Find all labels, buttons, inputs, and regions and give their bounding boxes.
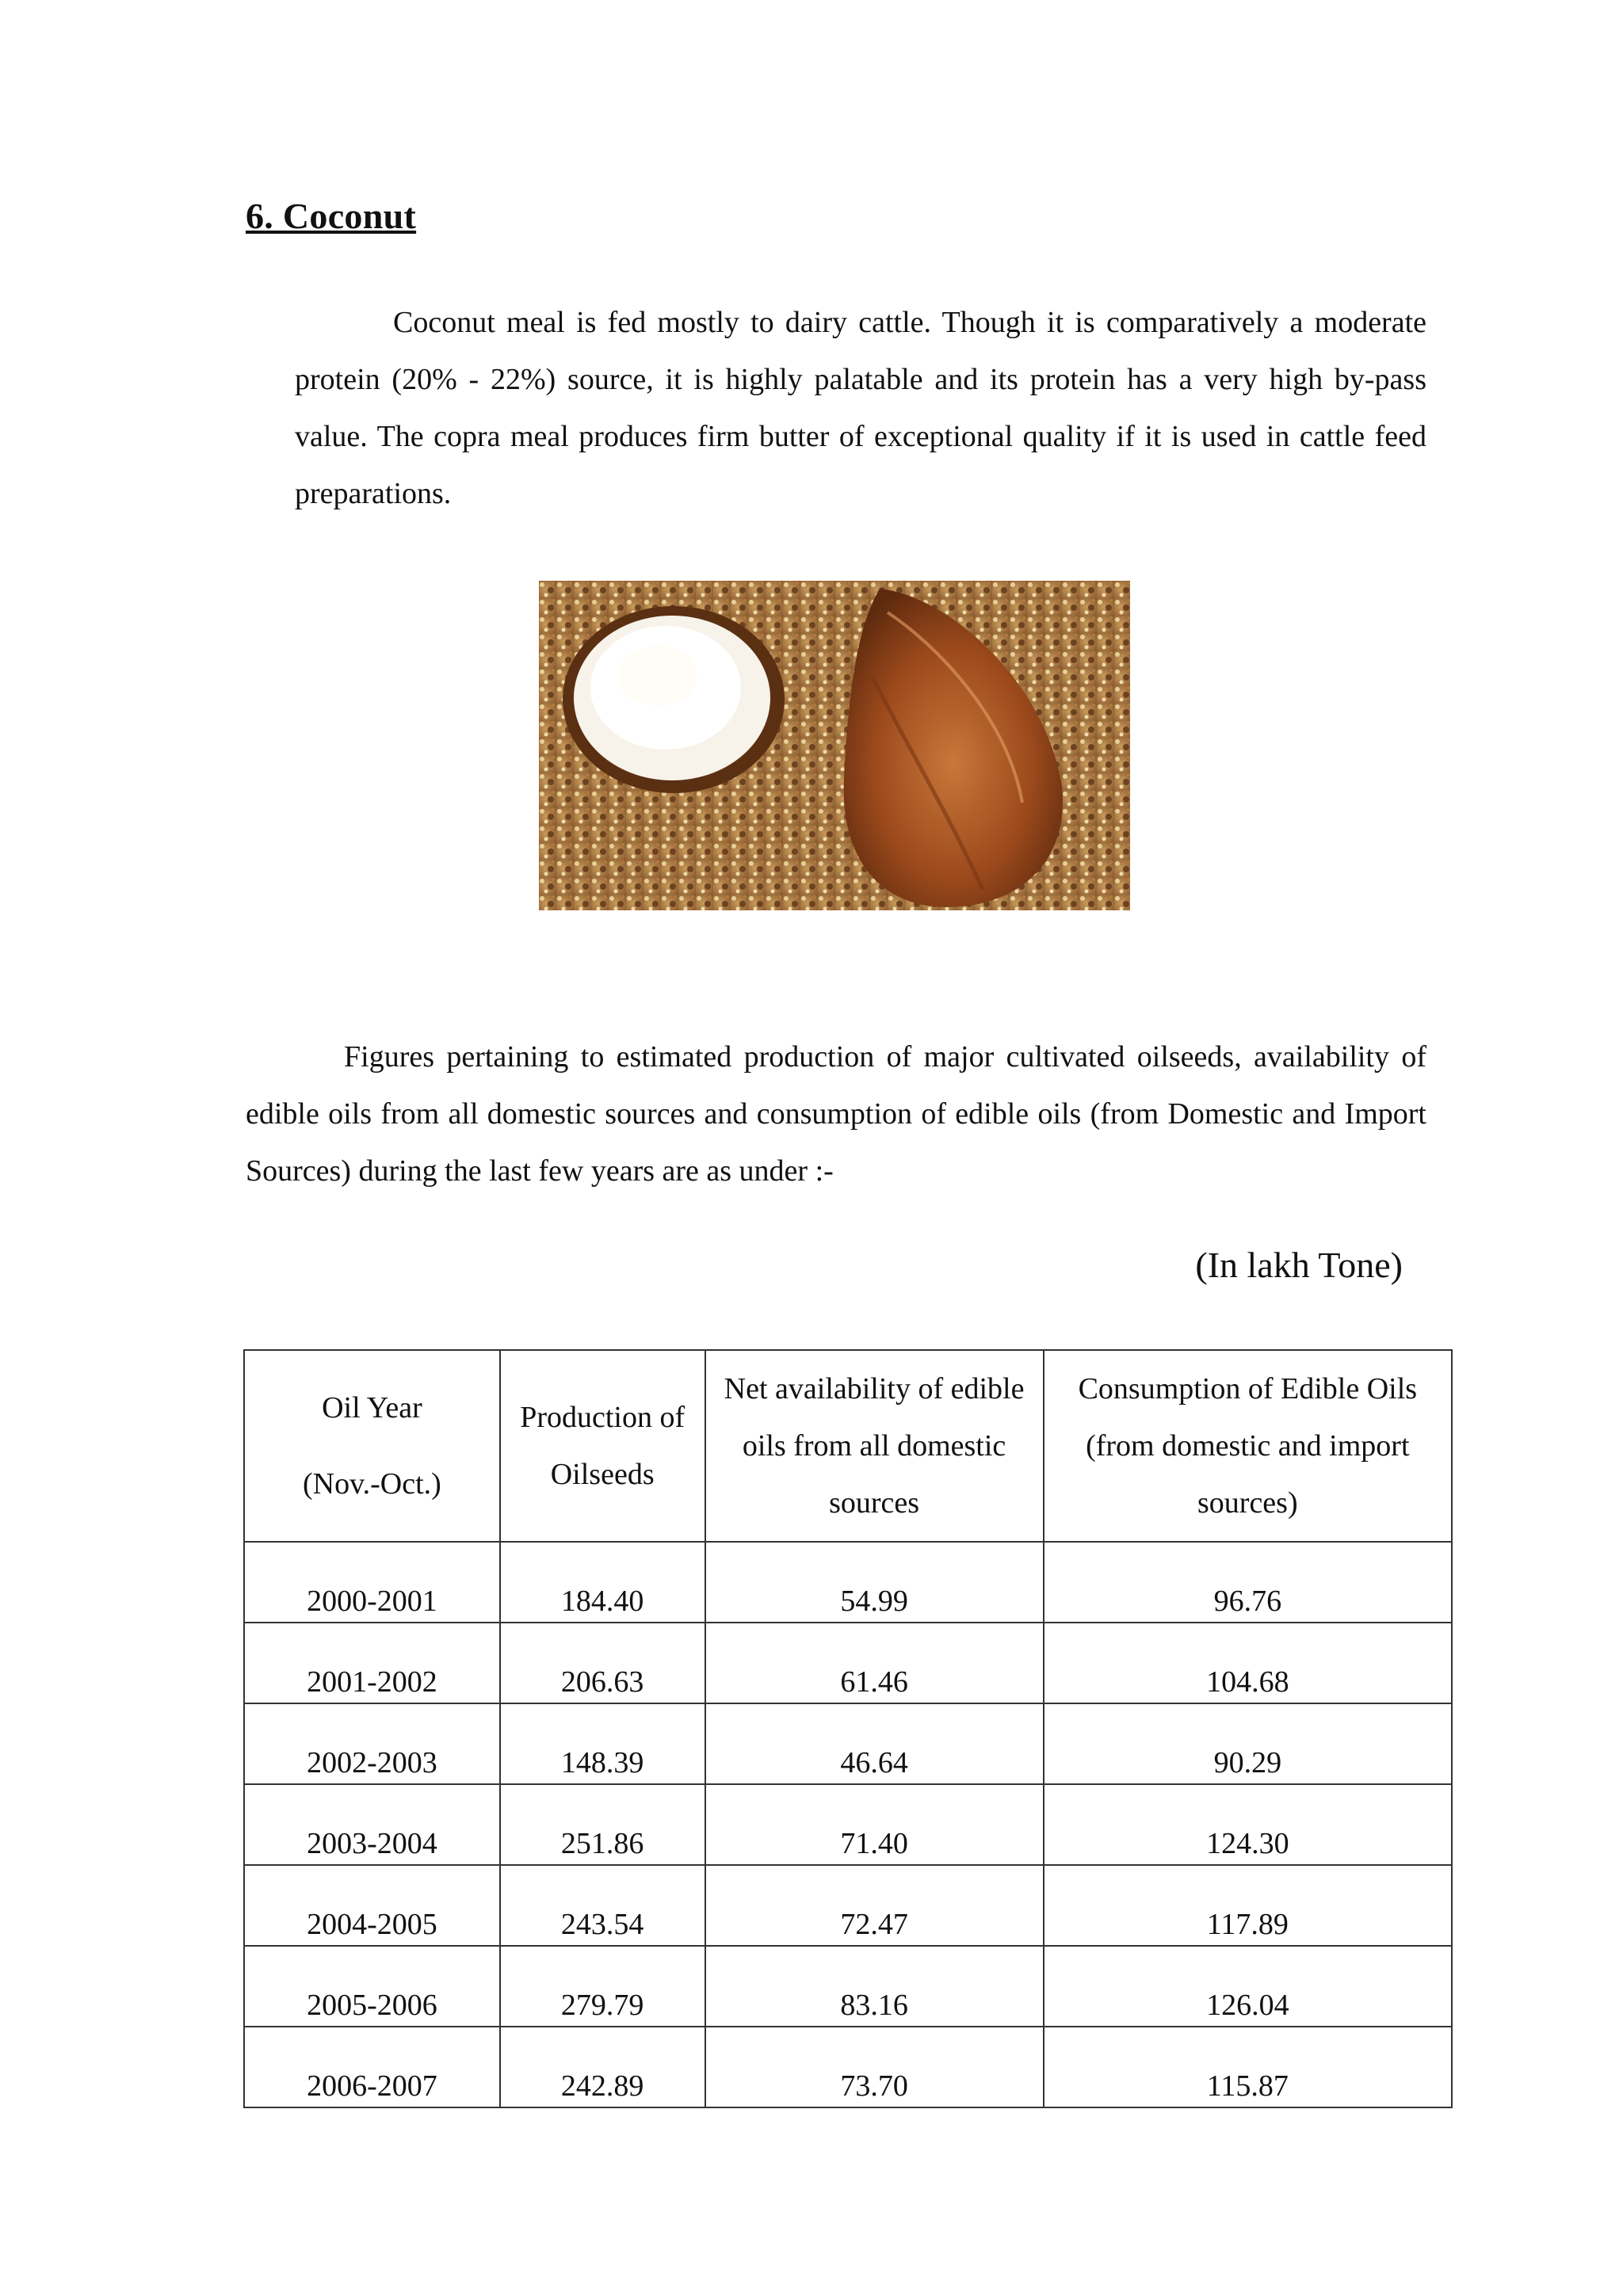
- header-net-availability: Net availability of edible oils from all domestic sources: [705, 1350, 1044, 1542]
- cell-production: 243.54: [500, 1865, 705, 1946]
- unit-note: (In lakh Tone): [1195, 1245, 1403, 1285]
- cell-net-availability: 54.99: [705, 1542, 1044, 1623]
- cell-production: 242.89: [500, 2027, 705, 2107]
- cell-consumption: 117.89: [1044, 1865, 1452, 1946]
- cell-net-availability: 83.16: [705, 1946, 1044, 2027]
- cell-consumption: 124.30: [1044, 1784, 1452, 1865]
- cell-oil-year: 2002-2003: [244, 1703, 500, 1784]
- cell-consumption: 104.68: [1044, 1623, 1452, 1703]
- cell-consumption: 96.76: [1044, 1542, 1452, 1623]
- header-production: Production of Oilseeds: [500, 1350, 705, 1542]
- cell-net-availability: 72.47: [705, 1865, 1044, 1946]
- cell-production: 184.40: [500, 1542, 705, 1623]
- table-row: [244, 1703, 1452, 1784]
- cell-oil-year: 2000-2001: [244, 1542, 500, 1623]
- cell-oil-year: 2003-2004: [244, 1784, 500, 1865]
- oilseed-table: [243, 1349, 1453, 2108]
- table-row: [244, 1946, 1452, 2027]
- cell-oil-year: 2004-2005: [244, 1865, 500, 1946]
- figures-paragraph: Figures pertaining to estimated production of major cultivated oilseeds, availability of edible oils from all domestic sources and consumption of edible oils (from Domestic and Import Sources) during the last few years are as under :-: [246, 1040, 1426, 1188]
- cell-net-availability: 46.64: [705, 1703, 1044, 1784]
- cell-oil-year: 2005-2006: [244, 1946, 500, 2027]
- cell-production: 148.39: [500, 1703, 705, 1784]
- cell-net-availability: 71.40: [705, 1784, 1044, 1865]
- coconut-photo: [539, 581, 1130, 910]
- table-row: [244, 2027, 1452, 2107]
- cell-production: 251.86: [500, 1784, 705, 1865]
- header-oil-year: Oil Year (Nov.-Oct.): [244, 1350, 500, 1542]
- cell-consumption: 90.29: [1044, 1703, 1452, 1784]
- cell-net-availability: 61.46: [705, 1623, 1044, 1703]
- table-header-row: [244, 1350, 1452, 1542]
- cell-consumption: 126.04: [1044, 1946, 1452, 2027]
- cell-oil-year: 2001-2002: [244, 1623, 500, 1703]
- cell-consumption: 115.87: [1044, 2027, 1452, 2107]
- table-row: [244, 1623, 1452, 1703]
- cell-production: 279.79: [500, 1946, 705, 2027]
- table-row: [244, 1784, 1452, 1865]
- intro-paragraph: Coconut meal is fed mostly to dairy cattle. Though it is comparatively a moderate protein (20% - 22%) source, it is highly palatable and its protein has a very high by-pass value. The copra meal produces firm butter of exceptional quality if it is used in cattle feed preparations.: [295, 306, 1426, 510]
- table-row: [244, 1542, 1452, 1623]
- cell-oil-year: 2006-2007: [244, 2027, 500, 2107]
- table-row: [244, 1865, 1452, 1946]
- cell-production: 206.63: [500, 1623, 705, 1703]
- section-heading: 6. Coconut: [246, 196, 417, 236]
- cell-net-availability: 73.70: [705, 2027, 1044, 2107]
- header-consumption: Consumption of Edible Oils (from domestic and import sources): [1044, 1350, 1452, 1542]
